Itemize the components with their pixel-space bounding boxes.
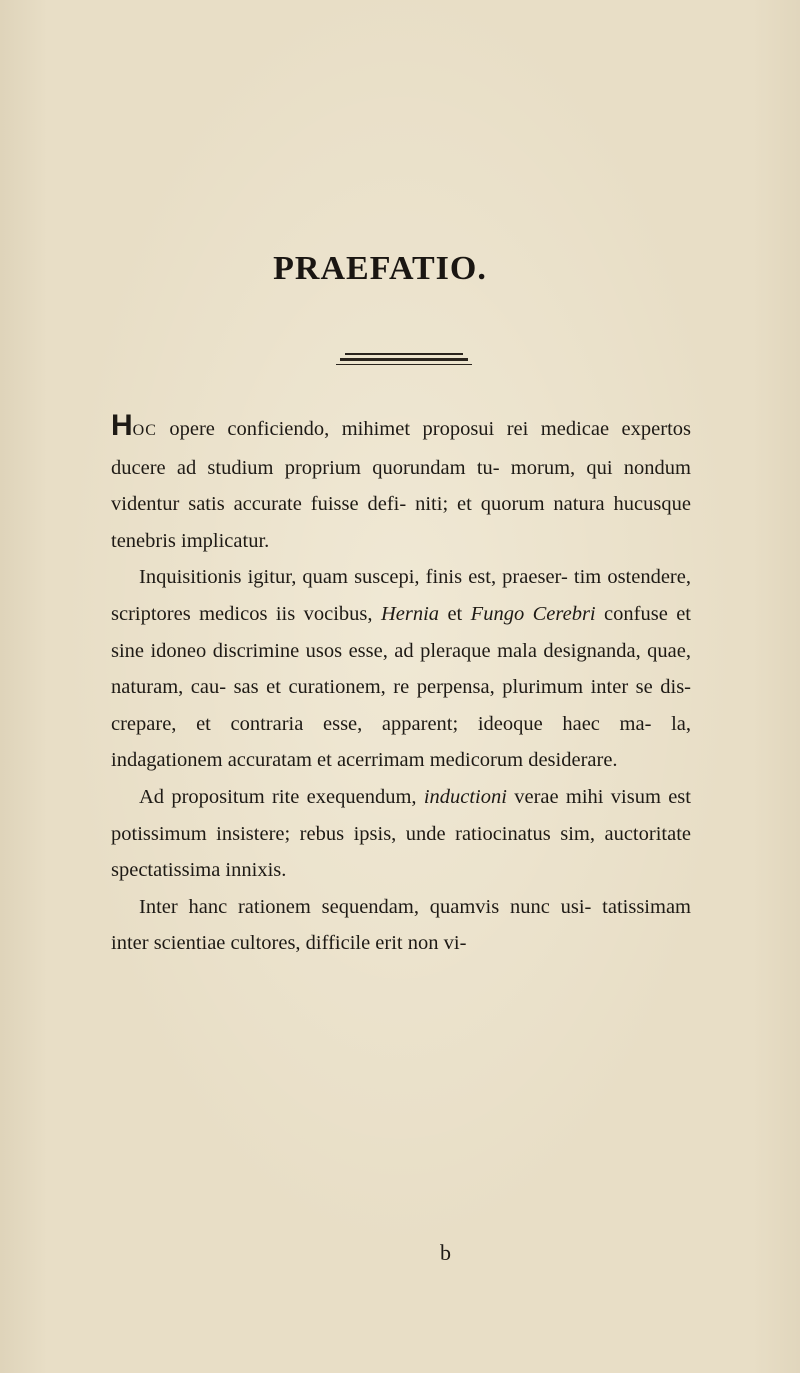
drop-cap: H [111,409,133,442]
paragraph [111,559,691,779]
page-title: PRAEFATIO. [273,250,487,287]
paragraph-text: verae mihi visum est potissimum insistere; rebus ipsis, unde ratiocinatus sim, auctoritate spectatissima innixis. [111,785,691,882]
title-rule [336,364,472,365]
paragraph-text: et [439,602,471,625]
paragraph [111,779,691,889]
body-text [111,411,691,962]
title-rule [345,353,463,355]
italic-term: Hernia [380,602,440,625]
italic-term: inductioni [423,785,507,808]
paragraph-text: opere conficiendo, mihimet proposui rei medicae expertos ducere ad studium proprium quorundam tu- morum, qui nondum videntur satis accurate fuisse defi- niti; et quorum natura hucusque tenebris implicatur. [111,418,691,552]
paragraph-text: Inquisitionis igitur, quam suscepi, finis est, praeser- tim ostendere, scriptores medicos iis vocibus, [111,566,691,625]
paragraph-text: Inter hanc rationem sequendam, quamvis nunc usi- tatissimam inter scientiae cultores, difficile erit non vi- [111,895,691,955]
paragraph [111,411,691,559]
paragraph-text: confuse et sine idoneo discrimine usos esse, ad pleraque mala designanda, quae, naturam, cau- sas et curationem, re perpensa, plurimum inter se dis- crepare, et contraria esse, apparent; ideoque haec ma- la, indagationem accuratam et acerrimam medicorum desiderare. [111,602,692,772]
paragraph-text: Ad propositum rite exequendum, [139,785,424,808]
italic-term: Fungo Cerebri [470,602,596,625]
small-caps-text: OC [132,422,157,439]
signature-mark: b [440,1240,451,1265]
paragraph [111,889,691,962]
title-rule [340,358,468,361]
